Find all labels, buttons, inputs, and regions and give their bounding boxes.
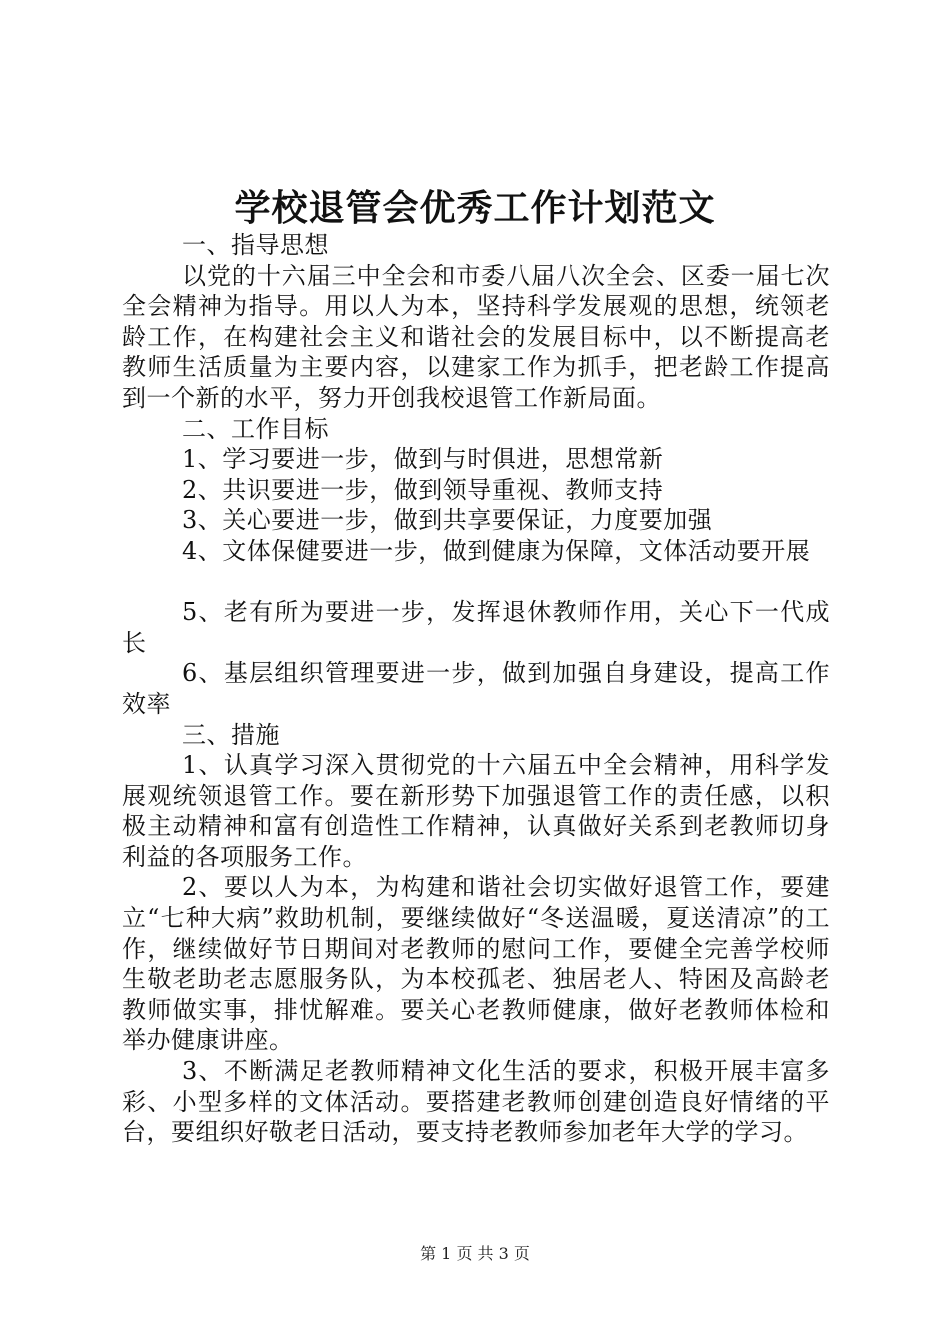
- section-heading-measures: 三、措施: [182, 720, 280, 749]
- page-footer: 第 1 页 共 3 页: [420, 1244, 530, 1263]
- goal-item-5: 5、老有所为要进一步，发挥退休教师作用，关心下一代成长: [122, 598, 830, 657]
- measure-item-3: 3、不断满足老教师精神文化生活的要求，积极开展丰富多彩、小型多样的文体活动。要搭建老教师创建创造良好情绪的平台，要组织好敬老日活动，要支持老教师参加老年大学的学习。: [122, 1057, 830, 1147]
- goal-item-2: 2、共识要进一步，做到领导重视、教师支持: [182, 475, 664, 504]
- paragraph-guiding-thought: 以党的十六届三中全会和市委八届八次全会、区委一届七次全会精神为指导。用以人为本，坚持科学发展观的思想，统领老龄工作，在构建社会主义和谐社会的发展目标中，以不断提高老教师生活质量为主要内容，以建家工作为抓手，把老龄工作提高到一个新的水平，努力开创我校退管工作新局面。: [122, 261, 830, 412]
- document-title: 学校退管会优秀工作计划范文: [234, 187, 716, 229]
- measure-item-2: 2、要以人为本，为构建和谐社会切实做好退管工作，要建立“七种大病”救助机制，要继续做好“冬送温暖，夏送清凉”的工作，继续做好节日期间对老教师的慰问工作，要健全完善学校师生敬老助老志愿服务队，为本校孤老、独居老人、特困及高龄老教师做实事，排忧解难。要关心老教师健康，做好老教师体检和举办健康讲座。: [122, 873, 830, 1055]
- section-heading-guiding-thought: 一、指导思想: [182, 231, 329, 259]
- section-heading-work-goals: 二、工作目标: [182, 414, 329, 443]
- document-body: [122, 230, 830, 1148]
- goal-item-3: 3、关心要进一步，做到共享要保证，力度要加强: [182, 506, 713, 535]
- goal-item-6: 6、基层组织管理要进一步，做到加强自身建设，提高工作效率: [122, 659, 830, 718]
- goal-item-1: 1、学习要进一步，做到与时俱进，思想常新: [182, 445, 664, 474]
- measure-item-1: 1、认真学习深入贯彻党的十六届五中全会精神，用科学发展观统领退管工作。要在新形势下加强退管工作的责任感，以积极主动精神和富有创造性工作精神，认真做好关系到老教师切身利益的各项服务工作。: [122, 751, 830, 871]
- goal-item-4: 4、文体保健要进一步，做到健康为保障，文体活动要开展: [182, 536, 811, 565]
